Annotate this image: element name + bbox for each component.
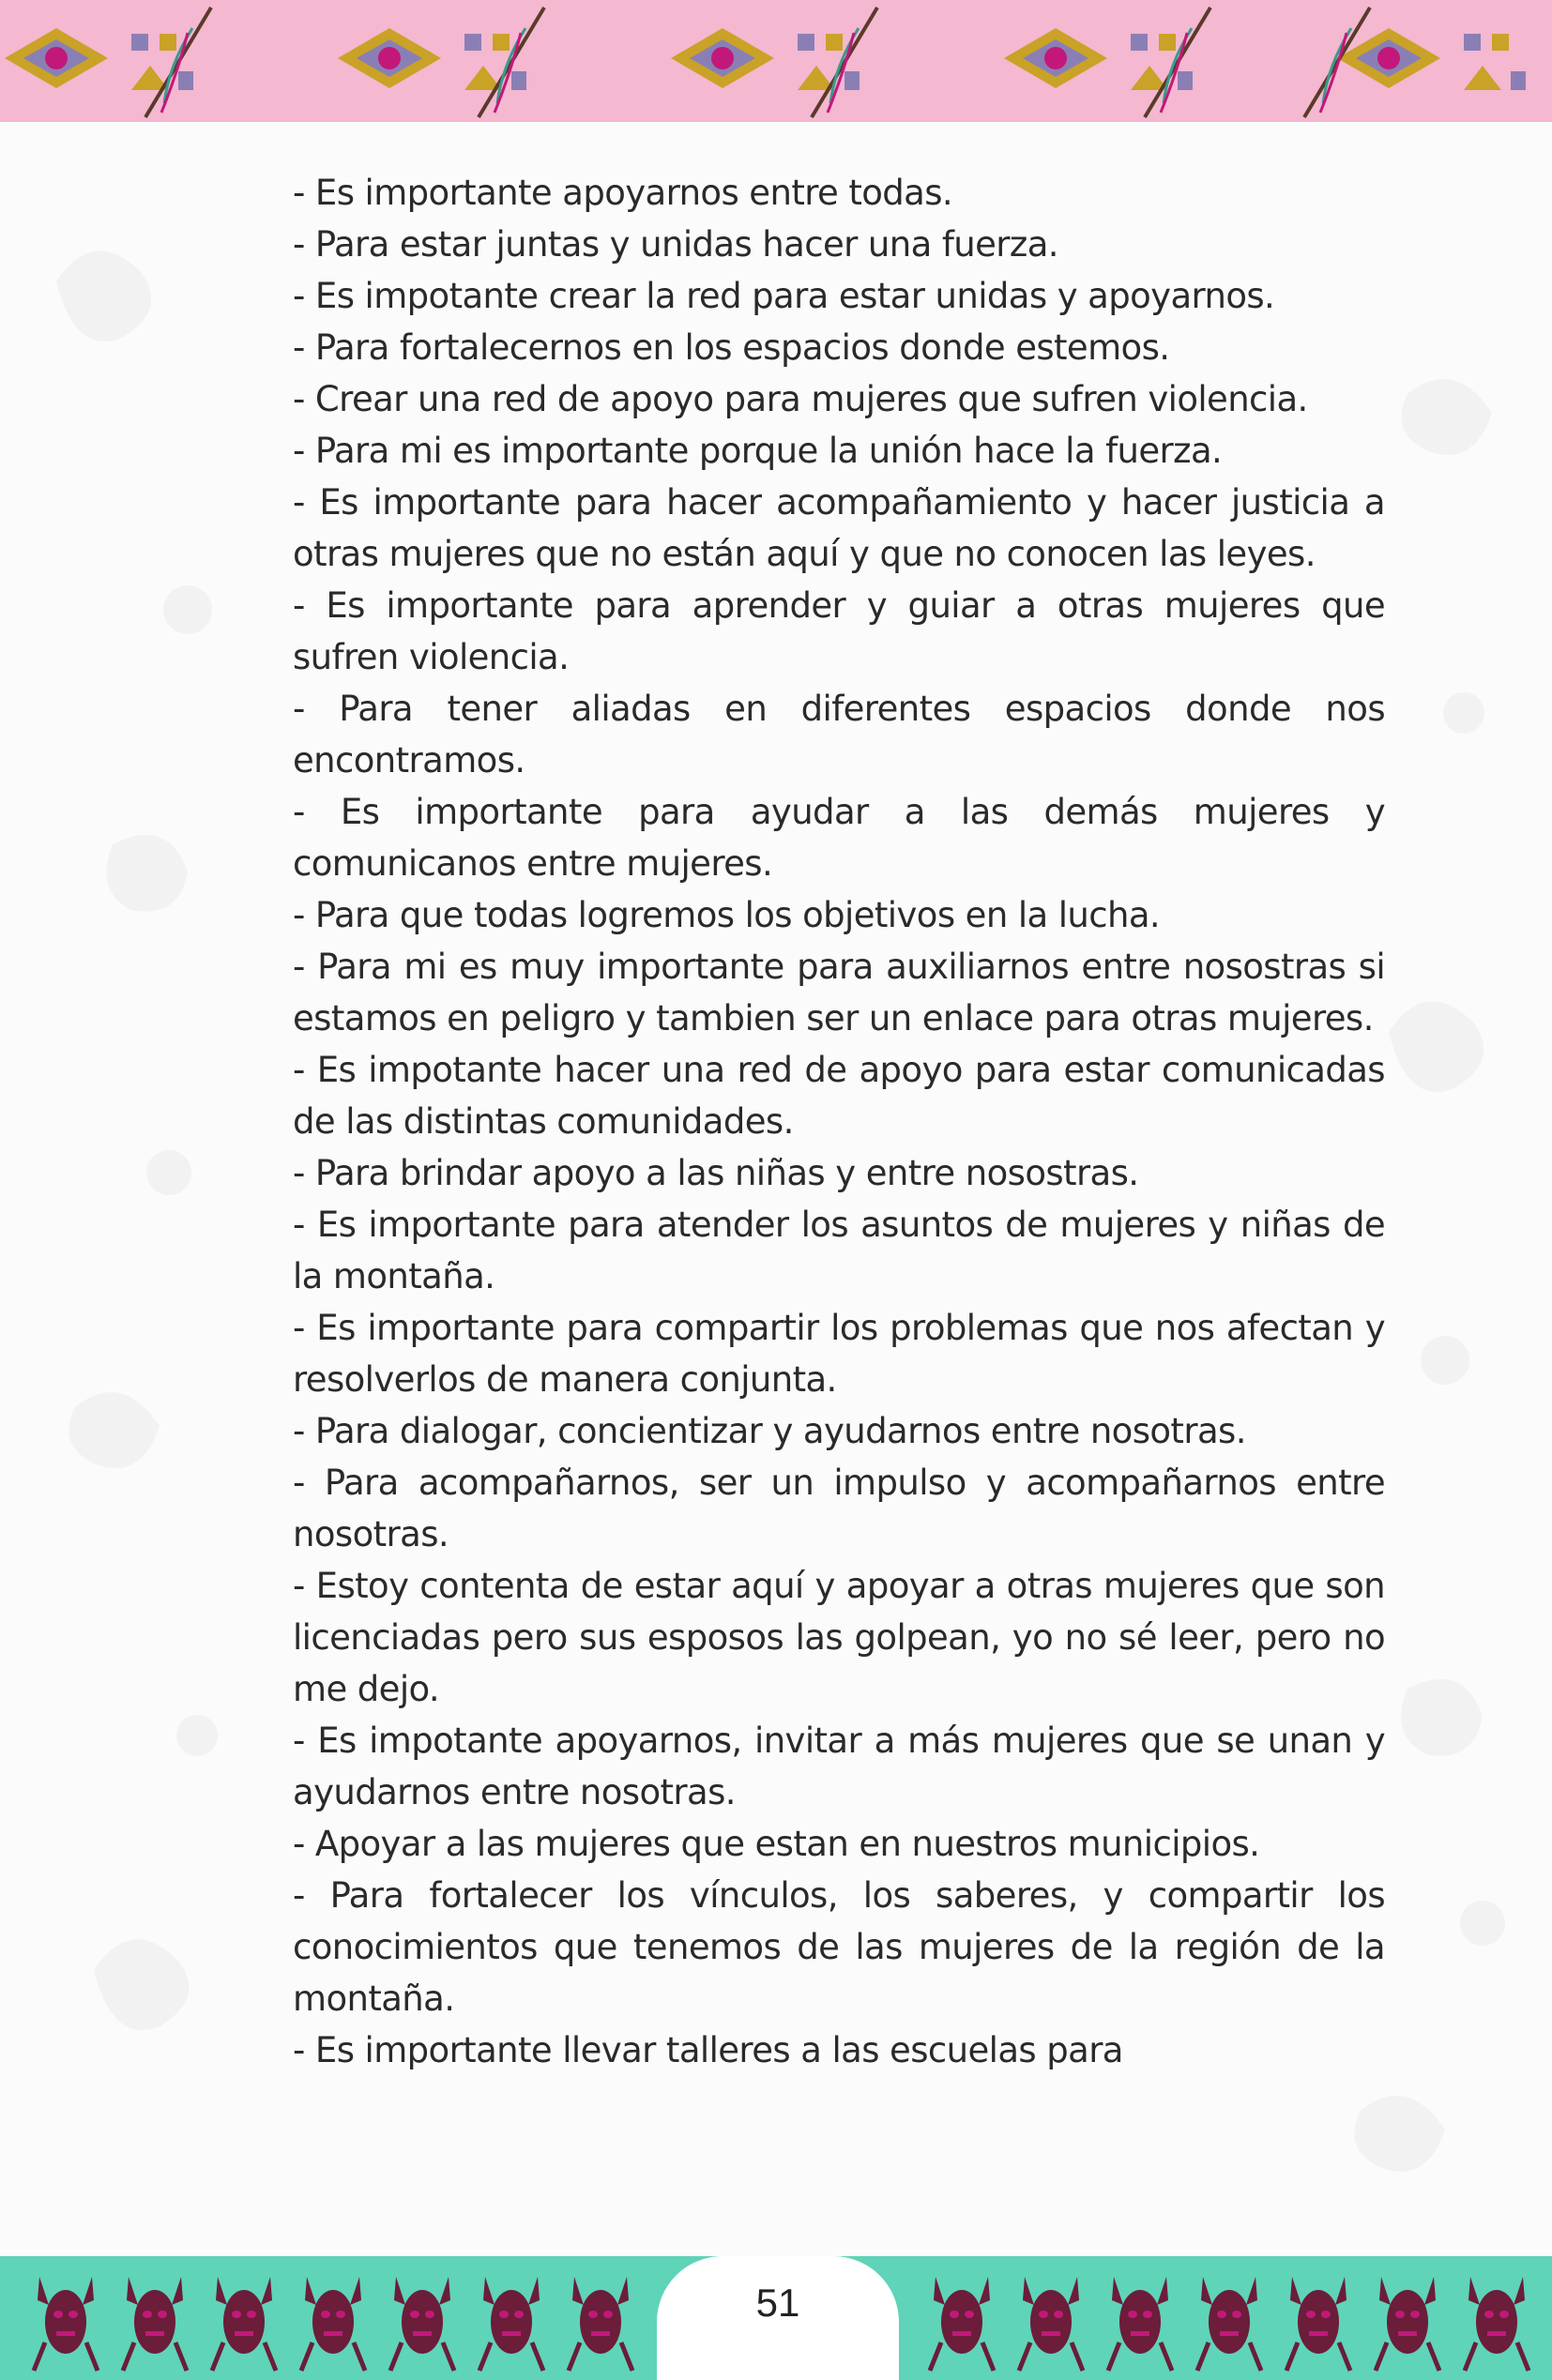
feather-icon xyxy=(479,8,544,117)
embroidered-diamond-icon xyxy=(338,28,526,90)
mask-figure-icon xyxy=(569,2277,632,2371)
page-number: 51 xyxy=(755,2281,800,2325)
mask-figure-icon xyxy=(1465,2277,1529,2371)
mask-figure-icon xyxy=(1286,2277,1350,2371)
feather-icon xyxy=(145,8,211,117)
mask-figure-icon xyxy=(123,2277,187,2371)
mask-figure-icon xyxy=(1197,2277,1261,2371)
paragraph: - Para mi es importante porque la unión hace la fuerza. xyxy=(293,431,1223,471)
paragraph: - Para mi es muy importante para auxiliarnos entre nosostras si estamos en peligro y tambien ser un enlace para otras mujeres. xyxy=(293,947,1385,1038)
paragraph: - Para tener aliadas en diferentes espacios donde nos encontramos. xyxy=(293,689,1385,781)
mask-figure-icon xyxy=(1019,2277,1083,2371)
mask-figure-icon xyxy=(479,2277,543,2371)
top-decorative-border xyxy=(0,0,1552,122)
paragraph: - Es importante para compartir los problemas que nos afectan y resolverlos de manera conjunta. xyxy=(293,1308,1385,1400)
embroidered-diamond-icon xyxy=(671,28,860,90)
embroidered-diamond-icon xyxy=(5,28,193,90)
embroidered-diamond-icon xyxy=(1337,28,1526,90)
paragraph: - Es impotante crear la red para estar unidas y apoyarnos. xyxy=(293,276,1275,316)
paragraph: - Para fortalecer los vínculos, los saberes, y compartir los conocimientos que tenemos de las mujeres de la región de la montaña. xyxy=(293,1875,1385,2019)
paragraph: - Para dialogar, concientizar y ayudarnos entre nosotras. xyxy=(293,1411,1246,1451)
feather-icon xyxy=(1145,8,1210,117)
paragraph: - Es importante llevar talleres a las escuelas para xyxy=(293,2030,1123,2070)
embroidered-diamond-icon xyxy=(0,0,1552,122)
mask-figure-icon xyxy=(34,2277,98,2371)
mask-figure-icon xyxy=(390,2277,454,2371)
paragraph: - Es impotante apoyarnos, invitar a más mujeres que se unan y ayudarnos entre nosotras. xyxy=(293,1721,1385,1812)
paragraph: - Es importante para ayudar a las demás mujeres y comunicanos entre mujeres. xyxy=(293,792,1385,884)
embroidered-diamond-icon xyxy=(1004,28,1193,90)
mask-figure-icon xyxy=(930,2277,994,2371)
mask-figure-icon xyxy=(1376,2277,1439,2371)
mask-figure-icon xyxy=(1108,2277,1172,2371)
paragraph: - Es importante para hacer acompañamiento y hacer justicia a otras mujeres que no están aquí y que no conocen las leyes. xyxy=(293,482,1385,574)
mask-figure-icon xyxy=(301,2277,365,2371)
paragraph: - Es importante para aprender y guiar a otras mujeres que sufren violencia. xyxy=(293,585,1385,677)
paragraph: - Es importante para atender los asuntos de mujeres y niñas de la montaña. xyxy=(293,1205,1385,1296)
mask-figure-icon xyxy=(212,2277,276,2371)
paragraph: - Estoy contenta de estar aquí y apoyar a otras mujeres que son licenciadas pero sus esposos las golpean, yo no sé leer, pero no me dejo. xyxy=(293,1566,1385,1709)
paragraph: - Para fortalecernos en los espacios donde estemos. xyxy=(293,327,1170,368)
paragraph: - Para estar juntas y unidas hacer una fuerza. xyxy=(293,224,1058,265)
paragraph: - Para acompañarnos, ser un impulso y acompañarnos entre nosotras. xyxy=(293,1463,1385,1554)
body-text xyxy=(293,167,1385,2076)
paragraph: - Para brindar apoyo a las niñas y entre nosostras. xyxy=(293,1153,1139,1193)
paragraph: - Es impotante hacer una red de apoyo para estar comunicadas de las distintas comunidades. xyxy=(293,1050,1385,1142)
paragraph: - Para que todas logremos los objetivos en la lucha. xyxy=(293,895,1161,935)
paragraph: - Es importante apoyarnos entre todas. xyxy=(293,173,953,213)
feather-icon xyxy=(812,8,877,117)
paragraph: - Crear una red de apoyo para mujeres que sufren violencia. xyxy=(293,379,1308,419)
paragraph: - Apoyar a las mujeres que estan en nuestros municipios. xyxy=(293,1824,1260,1864)
